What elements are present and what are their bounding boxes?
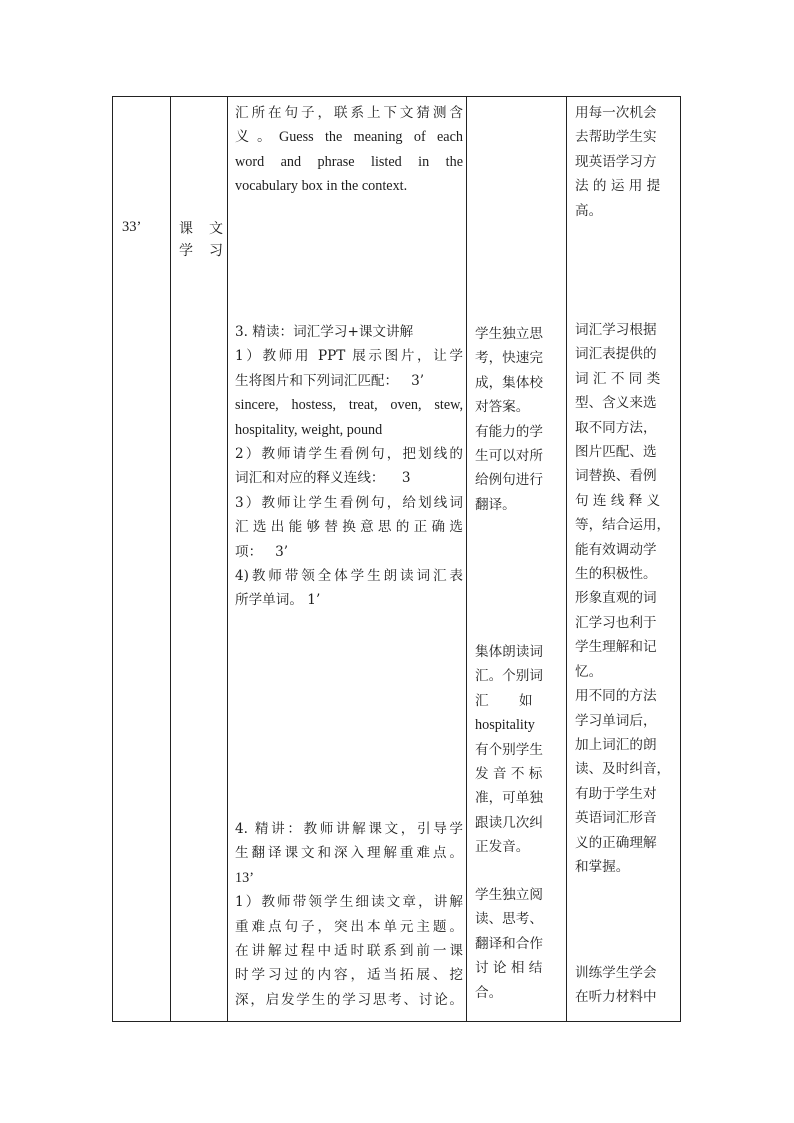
- text-line: 生将图片和下列词汇匹配： 3’: [235, 372, 425, 389]
- column-divider: [466, 97, 467, 1021]
- activity-guess-meaning: [235, 101, 463, 199]
- text-line: 4)教师带领全体学生朗读词汇表: [235, 568, 463, 585]
- text-line: 词汇表提供的: [575, 346, 657, 363]
- text-line: 用每一次机会: [575, 105, 657, 121]
- text-line: 词替换、看例: [575, 468, 657, 485]
- text-line: hospitality: [475, 717, 535, 734]
- text-line: 发 音 不 标: [475, 766, 543, 783]
- time-cell: 33’: [122, 219, 142, 235]
- text-line: 生可以对所: [475, 448, 543, 465]
- text-line: 句 连 线 释 义: [575, 492, 661, 509]
- text-line: 形象直观的词: [575, 590, 657, 607]
- vocabulary-list: hospitality, weight, pound: [235, 421, 383, 438]
- text-line: 去帮助学生实: [575, 129, 657, 146]
- text-line: 有个别学生: [475, 741, 543, 758]
- text-line: 成，集体校: [475, 374, 543, 391]
- column-divider: [566, 97, 567, 1021]
- text-line: 重难点句子，突出本单元主题。: [235, 918, 463, 935]
- text-line: 能有效调动学: [575, 541, 657, 558]
- text-line: 用不同的方法: [575, 688, 657, 705]
- text-line: 读、思考、: [475, 911, 543, 928]
- text-line: 在讲解过程中适时联系到前一课: [235, 943, 463, 960]
- text-line: 汇。个别词: [475, 668, 543, 685]
- text-line: 义。Guess the meaning of each: [235, 129, 463, 146]
- text-line: 读、及时纠音，: [575, 761, 671, 778]
- stage-line: 学 习: [179, 243, 223, 259]
- text-line: 时学习过的内容，适当拓展、挖: [235, 967, 463, 984]
- text-line: 所学单词。 1’: [235, 592, 321, 609]
- design-intent-block-1: [575, 101, 679, 223]
- text-line: 高。: [575, 202, 603, 219]
- text-line: 法 的 运 用 提: [575, 178, 661, 195]
- text-line: 在听力材料中: [575, 989, 657, 1006]
- text-line: 对答案。: [475, 399, 530, 416]
- text-line: 学生独立阅: [475, 887, 543, 903]
- activity-step3-intensive-reading: [235, 320, 463, 613]
- text-line: 3. 精读：词汇学习+课文讲解: [235, 324, 414, 340]
- text-line: 和掌握。: [575, 858, 630, 875]
- text-line: 等，结合运用，: [575, 517, 671, 534]
- text-line: 集体朗读词: [475, 644, 543, 660]
- text-line: 义的正确理解: [575, 834, 657, 851]
- text-line: 现英语学习方: [575, 153, 657, 170]
- vocabulary-list: sincere, hostess, treat, oven, stew,: [235, 397, 463, 414]
- text-line: 生的积极性。: [575, 566, 657, 583]
- student-activity-block-1: [475, 322, 561, 517]
- text-line: 学生独立思: [475, 326, 543, 342]
- stage-cell: [179, 218, 223, 262]
- text-line: vocabulary box in the context.: [235, 178, 408, 195]
- text-line: 词汇学习根据: [575, 322, 657, 338]
- text-line: 准，可单独: [475, 790, 543, 807]
- text-line: 取不同方法，: [575, 419, 657, 436]
- student-activity-block-2: [475, 640, 561, 860]
- text-line: 合。: [475, 984, 503, 1001]
- text-line: 正发音。: [475, 839, 530, 856]
- column-divider: [227, 97, 228, 1021]
- text-line: 考，快速完: [475, 350, 543, 367]
- text-line: 项： 3’: [235, 543, 289, 560]
- text-line: 有能力的学: [475, 423, 543, 440]
- stage-line: 课 文: [179, 221, 223, 237]
- text-line: 词汇和对应的释义连线： 3: [235, 470, 411, 487]
- lesson-plan-table: [112, 96, 681, 1022]
- text-line: word and phrase listed in the: [235, 153, 463, 170]
- text-line: 汇所在句子，联系上下文猜测含: [235, 105, 463, 121]
- text-line: 给例句进行: [475, 472, 543, 489]
- text-line: 2）教师请学生看例句，把划线的: [235, 446, 463, 463]
- text-line: 讨 论 相 结: [475, 960, 543, 977]
- text-line: 有助于学生对: [575, 785, 657, 802]
- design-intent-block-2: [575, 318, 679, 879]
- text-line: 翻译。: [475, 496, 516, 513]
- student-activity-block-3: [475, 883, 561, 1005]
- text-line: 1）教师用 PPT 展示图片，让学: [235, 348, 463, 365]
- text-line: 型、含义来选: [575, 395, 657, 412]
- text-line: 英语词汇形音: [575, 810, 657, 827]
- text-line: 图片匹配、选: [575, 444, 657, 461]
- text-line: 汇 如: [475, 692, 533, 709]
- text-line: 深，启发学生的学习思考、讨论。: [235, 991, 463, 1008]
- text-line: 学生理解和记: [575, 639, 657, 656]
- text-line: 汇选出能够替换意思的正确选: [235, 519, 463, 536]
- text-line: 词 汇 不 同 类: [575, 370, 661, 387]
- column-divider: [170, 97, 171, 1021]
- text-line: 忆。: [575, 663, 603, 680]
- design-intent-block-3: [575, 961, 679, 1010]
- text-line: 4. 精讲：教师讲解课文，引导学: [235, 821, 463, 837]
- text-line: 学习单词后，: [575, 712, 657, 729]
- activity-step4-explanation: [235, 817, 463, 1012]
- text-line: 3）教师让学生看例句，给划线词: [235, 494, 463, 511]
- text-line: 汇学习也利于: [575, 614, 657, 631]
- text-line: 1）教师带领学生细读文章，讲解: [235, 894, 463, 911]
- text-line: 生翻译课文和深入理解重难点。: [235, 845, 463, 862]
- text-line: 跟读几次纠: [475, 814, 543, 831]
- text-line: 训练学生学会: [575, 965, 657, 981]
- text-line: 加上词汇的朗: [575, 736, 657, 753]
- text-line: 13’: [235, 869, 254, 886]
- text-line: 翻译和合作: [475, 935, 543, 952]
